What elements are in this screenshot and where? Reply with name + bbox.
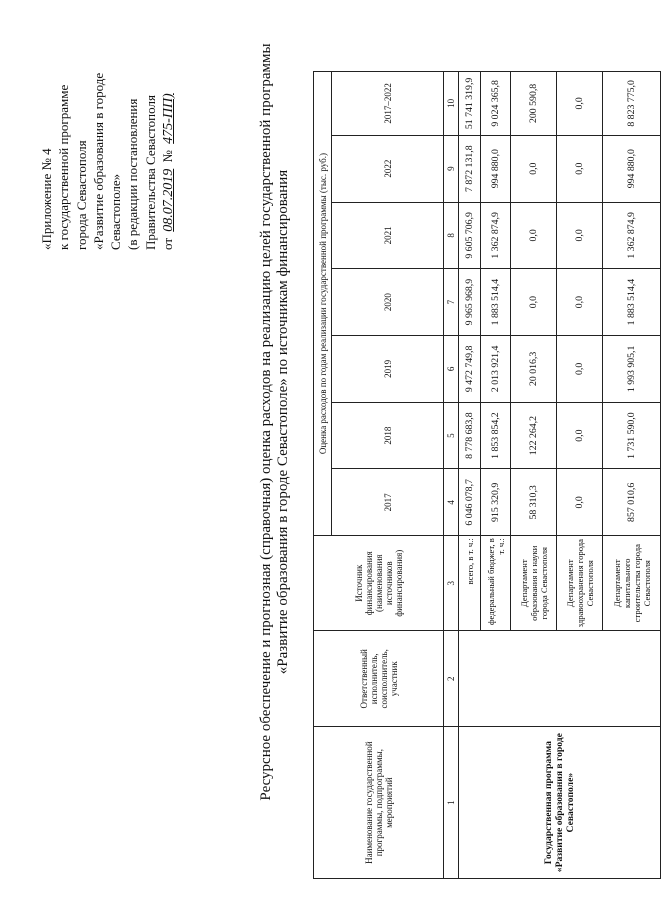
annex-block bbox=[38, 30, 177, 250]
annex-line: (в редакции постановления bbox=[125, 98, 141, 250]
annex-line: Правительства Севастополя bbox=[142, 95, 158, 250]
program-name-cell: Государственная программа «Развитие образования в городе Севастополе» bbox=[459, 727, 661, 879]
value-cell: 1 993 905,1 bbox=[603, 336, 661, 403]
value-cell: 0,0 bbox=[557, 402, 603, 469]
annex-date-row bbox=[159, 30, 177, 250]
value-cell: 200 590,8 bbox=[511, 72, 557, 136]
value-cell: 6 046 078,7 bbox=[459, 469, 481, 536]
header-estimate: Оценка расходов по годам реализации государственной программы (тыс. руб.) bbox=[314, 72, 332, 536]
value-cell: 1 362 874,9 bbox=[481, 202, 511, 269]
index-cell: 4 bbox=[444, 469, 459, 536]
title-line-2: «Развитие образования в городе Севастополе» по источникам финансирования bbox=[275, 169, 291, 675]
header-year: 2018 bbox=[332, 402, 444, 469]
annex-line: Севастополе» bbox=[108, 173, 124, 250]
value-cell: 8 823 775,0 bbox=[603, 72, 661, 136]
header-source: Источник финансирования (наименования источников финансирования) bbox=[314, 536, 444, 631]
header-year: 2017 bbox=[332, 469, 444, 536]
source-cell: Департамент капитального строительства города Севастополя bbox=[603, 536, 661, 631]
index-cell: 2 bbox=[444, 631, 459, 727]
annex-line: «Развитие образования в городе bbox=[90, 72, 106, 250]
value-cell: 857 010,6 bbox=[603, 469, 661, 536]
value-cell: 0,0 bbox=[557, 135, 603, 202]
source-cell: всего, в т. ч.: bbox=[459, 536, 481, 631]
value-cell: 1 853 854,2 bbox=[481, 402, 511, 469]
executor-cell bbox=[459, 631, 661, 727]
value-cell: 0,0 bbox=[511, 202, 557, 269]
value-cell: 122 264,2 bbox=[511, 402, 557, 469]
annex-line: к государственной программе bbox=[56, 84, 72, 250]
index-cell: 5 bbox=[444, 402, 459, 469]
value-cell: 1 731 590,0 bbox=[603, 402, 661, 469]
value-cell: 1 362 874,9 bbox=[603, 202, 661, 269]
value-cell: 2 013 921,4 bbox=[481, 336, 511, 403]
header-year: 2019 bbox=[332, 336, 444, 403]
title-line-1: Ресурсное обеспечение и прогнозная (справочная) оценка расходов на реализацию целей государственной программы bbox=[258, 43, 274, 801]
value-cell: 9 965 968,9 bbox=[459, 269, 481, 336]
source-cell: Департамент образования и науки города Севастополя bbox=[511, 536, 557, 631]
value-cell: 9 472 749,8 bbox=[459, 336, 481, 403]
value-cell: 0,0 bbox=[557, 202, 603, 269]
value-cell: 8 778 683,8 bbox=[459, 402, 481, 469]
document-title bbox=[258, 27, 292, 817]
table-row-total bbox=[459, 72, 481, 879]
source-cell: Департамент здравоохранения города Севастополя bbox=[557, 536, 603, 631]
date-prefix: от bbox=[160, 237, 176, 250]
value-cell: 994 880,0 bbox=[603, 135, 661, 202]
header-executor: Ответственный исполнитель, соисполнитель, участник bbox=[314, 631, 444, 727]
value-cell: 51 741 319,9 bbox=[459, 72, 481, 136]
index-cell: 10 bbox=[444, 72, 459, 136]
handwritten-date: 08.07.2019 bbox=[161, 168, 177, 232]
number-prefix: № bbox=[160, 150, 176, 163]
value-cell: 0,0 bbox=[557, 72, 603, 136]
annex-line: города Севастополя bbox=[73, 140, 89, 250]
index-cell: 7 bbox=[444, 269, 459, 336]
value-cell: 9 605 706,9 bbox=[459, 202, 481, 269]
value-cell: 0,0 bbox=[557, 336, 603, 403]
header-name: Наименование государственной программы, подпрограммы, мероприятий bbox=[314, 727, 444, 879]
index-cell: 8 bbox=[444, 202, 459, 269]
value-cell: 0,0 bbox=[557, 469, 603, 536]
header-year: 2020 bbox=[332, 269, 444, 336]
index-cell: 9 bbox=[444, 135, 459, 202]
header-year: 2022 bbox=[332, 135, 444, 202]
value-cell: 0,0 bbox=[511, 135, 557, 202]
value-cell: 0,0 bbox=[511, 269, 557, 336]
index-cell: 6 bbox=[444, 336, 459, 403]
annex-line: «Приложение № 4 bbox=[39, 148, 54, 250]
header-year: 2021 bbox=[332, 202, 444, 269]
value-cell: 1 883 514,4 bbox=[603, 269, 661, 336]
value-cell: 58 310,3 bbox=[511, 469, 557, 536]
value-cell: 1 883 514,4 bbox=[481, 269, 511, 336]
budget-table bbox=[313, 71, 661, 879]
header-year-total: 2017–2022 bbox=[332, 72, 444, 136]
value-cell: 0,0 bbox=[557, 269, 603, 336]
source-cell: федеральный бюджет, в т. ч.: bbox=[481, 536, 511, 631]
index-cell: 1 bbox=[444, 727, 459, 879]
value-cell: 20 016,3 bbox=[511, 336, 557, 403]
value-cell: 9 024 365,8 bbox=[481, 72, 511, 136]
index-row bbox=[444, 72, 459, 879]
value-cell: 915 320,9 bbox=[481, 469, 511, 536]
handwritten-number: 475-ПП) bbox=[161, 93, 177, 144]
index-cell: 3 bbox=[444, 536, 459, 631]
value-cell: 7 872 131,8 bbox=[459, 135, 481, 202]
value-cell: 994 880,0 bbox=[481, 135, 511, 202]
